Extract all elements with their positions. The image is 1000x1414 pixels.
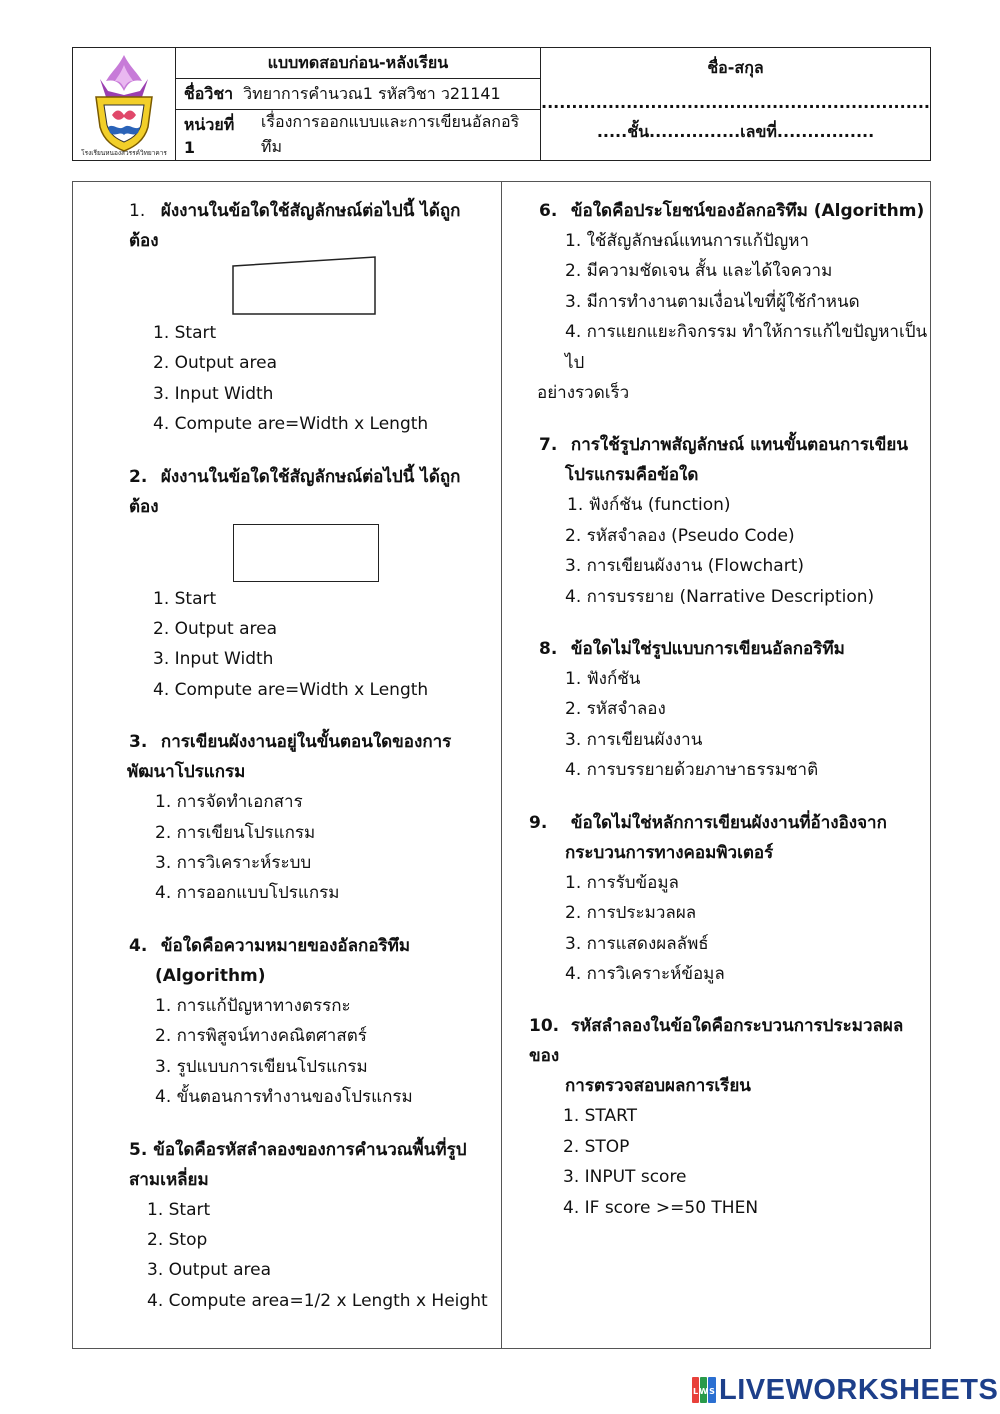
option[interactable]: 3. รูปแบบการเขียนโปรแกรม <box>155 1056 368 1077</box>
question-heading <box>529 430 929 460</box>
svg-text:โรงเรียนหนองสวรรค์วิทยาคาร: โรงเรียนหนองสวรรค์วิทยาคาร <box>81 149 167 157</box>
question-text: การใช้รูปภาพสัญลักษณ์ แทนขั้นตอนการเขียน <box>570 435 908 456</box>
question-text: ข้อใดคือความหมายของอัลกอริทึม <box>160 935 411 956</box>
option[interactable]: 2. การเขียนโปรแกรม <box>155 822 316 843</box>
option[interactable]: 1. ฟังก์ชัน (function) <box>567 495 731 516</box>
liveworksheets-wordmark: LIVEWORKSHEETS <box>719 1373 999 1406</box>
question-number: 7. <box>539 435 558 456</box>
option[interactable]: 1. Start <box>153 588 217 609</box>
question-number: 4. <box>129 935 148 956</box>
option[interactable]: 3. Output area <box>147 1260 271 1281</box>
option[interactable]: 1. การแก้ปัญหาทางตรรกะ <box>155 995 351 1016</box>
exam-info-cell <box>176 48 541 160</box>
question-heading <box>129 196 489 256</box>
unit-label: หน่วยที่ 1 <box>183 115 235 157</box>
question-number: 2. <box>129 466 148 487</box>
question-number: 6. <box>539 201 558 221</box>
question-heading <box>129 727 489 757</box>
option[interactable]: 2. การพิสูจน์ทางคณิตศาสตร์ <box>155 1026 367 1047</box>
svg-text:W: W <box>699 1387 708 1396</box>
question-text: รหัสลำลองในข้อใดคือกระบวนการประมวลผลของ <box>529 1016 904 1067</box>
option[interactable]: 4. Compute area=1/2 x Length x Height <box>147 1290 488 1311</box>
process-symbol <box>233 524 379 582</box>
column-divider <box>501 182 502 1348</box>
option[interactable]: 2. รหัสจำลอง <box>565 699 666 720</box>
option[interactable]: 4. Compute are=Width x Length <box>153 679 429 700</box>
question-text: ข้อใดคือประโยชน์ของอัลกอริทึม (Algorithm) <box>570 201 925 221</box>
question-3 <box>129 727 489 909</box>
option[interactable]: 3. การวิเคราะห์ระบบ <box>155 853 312 874</box>
question-text-continued: พัฒนาโปรแกรม <box>127 762 246 783</box>
question-text-continued: สามเหลี่ยม <box>129 1169 209 1190</box>
question-text: ผังงานในข้อใดใช้สัญลักษณ์ต่อไปนี้ ได้ถูกต้อง <box>129 466 461 517</box>
question-number: 3. <box>129 732 148 753</box>
option[interactable]: 1. การรับข้อมูล <box>565 872 679 893</box>
questions-box <box>72 181 931 1349</box>
question-text-continued: การตรวจสอบผลการเรียน <box>565 1076 751 1097</box>
unit-row <box>176 110 540 160</box>
option[interactable]: 4. การบรรยาย (Narrative Description) <box>565 586 875 607</box>
subject-value: วิทยาการคำนวณ1 รหัสวิชา ว21141 <box>243 83 501 103</box>
option[interactable]: 3. การแสดงผลลัพธ์ <box>565 933 709 954</box>
subject-label: ชื่อวิชา <box>183 83 234 103</box>
question-heading <box>529 634 929 664</box>
header-table <box>72 47 931 161</box>
option[interactable]: 1. START <box>563 1106 638 1127</box>
option[interactable]: 3. การเขียนผังงาน (Flowchart) <box>565 556 805 577</box>
question-10 <box>529 1011 929 1223</box>
question-8 <box>529 634 929 786</box>
left-column <box>129 196 489 1338</box>
question-heading <box>529 1011 929 1071</box>
option[interactable]: 2. STOP <box>563 1136 630 1157</box>
manual-input-symbol <box>229 256 379 318</box>
question-5 <box>129 1135 489 1317</box>
svg-text:L: L <box>692 1387 699 1396</box>
student-info-cell <box>541 48 930 160</box>
question-heading <box>129 462 489 522</box>
class-number-field[interactable]: .....ชั้น...............เลขที่................ <box>596 122 875 141</box>
question-number: 5. <box>129 1139 148 1160</box>
question-1 <box>129 196 489 440</box>
option[interactable]: 4. การแยกแยะกิจกรรม ทำให้การแก้ไขปัญหาเป็นไป <box>565 322 928 373</box>
option[interactable]: 4. ขั้นตอนการทำงานของโปรแกรม <box>155 1087 413 1108</box>
name-title: ชื่อ-สกุล <box>707 58 764 77</box>
question-7 <box>529 430 929 612</box>
question-number: 8. <box>539 639 558 660</box>
question-text: ข้อใดไม่ใช่หลักการเขียนผังงานที่อ้างอิงจาก <box>570 812 887 833</box>
option[interactable]: 3. Input Width <box>153 649 274 670</box>
question-text: ข้อใดคือรหัสลำลองของการคำนวณพื้นที่รูป <box>153 1139 467 1160</box>
subject-row <box>176 79 540 110</box>
option[interactable]: 3. มีการทำงานตามเงื่อนไขที่ผู้ใช้กำหนด <box>565 291 860 312</box>
option[interactable]: 3. Input Width <box>153 383 274 404</box>
option[interactable]: 3. การเขียนผังงาน <box>565 729 703 750</box>
svg-text:S: S <box>709 1387 715 1396</box>
question-text: ข้อใดไม่ใช่รูปแบบการเขียนอัลกอริทึม <box>570 639 845 660</box>
question-text-continued: (Algorithm) <box>155 965 266 986</box>
question-number: 10. <box>529 1016 560 1037</box>
option[interactable]: 2. การประมวลผล <box>565 903 697 924</box>
option[interactable]: 2. Output area <box>153 619 277 640</box>
school-logo-cell <box>73 48 176 160</box>
question-6 <box>529 196 929 408</box>
option[interactable]: 1. ฟังก์ชัน <box>565 669 641 690</box>
flowchart-symbol-figure <box>129 256 489 318</box>
school-logo <box>78 51 170 157</box>
option-continued: อย่างรวดเร็ว <box>537 383 630 404</box>
exam-title: แบบทดสอบก่อน-หลังเรียน <box>176 48 540 79</box>
option[interactable]: 2. Output area <box>153 353 277 374</box>
option[interactable]: 1. Start <box>147 1199 211 1220</box>
option[interactable]: 4. การวิเคราะห์ข้อมูล <box>565 963 725 984</box>
flowchart-symbol-figure <box>129 522 489 584</box>
option[interactable]: 1. การจัดทำเอกสาร <box>155 792 303 813</box>
option[interactable]: 4. การบรรยายด้วยภาษาธรรมชาติ <box>565 760 819 781</box>
unit-value: เรื่องการออกแบบและการเขียนอัลกอริทึม <box>260 112 520 156</box>
question-heading <box>129 931 489 961</box>
question-text: ผังงานในข้อใดใช้สัญลักษณ์ต่อไปนี้ ได้ถูกต้อง <box>129 201 461 251</box>
question-number: 9. <box>529 812 548 833</box>
option[interactable]: 1. ใช้สัญลักษณ์แทนการแก้ปัญหา <box>565 231 810 251</box>
question-heading <box>129 1135 489 1165</box>
option[interactable]: 3. INPUT score <box>563 1167 687 1188</box>
option[interactable]: 4. Compute are=Width x Length <box>153 414 429 435</box>
question-heading <box>529 196 929 226</box>
question-heading <box>529 808 929 838</box>
question-text-continued: โปรแกรมคือข้อใด <box>565 465 699 486</box>
option[interactable]: 2. มีความชัดเจน สั้น และได้ใจความ <box>565 261 833 282</box>
liveworksheets-logo[interactable] <box>692 1374 998 1406</box>
question-number: 1. <box>129 201 146 221</box>
option[interactable]: 2. รหัสจำลอง (Pseudo Code) <box>565 525 795 546</box>
question-text-continued: กระบวนการทางคอมพิวเตอร์ <box>565 842 774 863</box>
option[interactable]: 2. Stop <box>147 1229 208 1250</box>
question-text: การเขียนผังงานอยู่ในขั้นตอนใดของการ <box>160 732 452 753</box>
option[interactable]: 4. การออกแบบโปรแกรม <box>155 883 340 904</box>
option[interactable]: 1. Start <box>153 323 217 343</box>
question-2 <box>129 462 489 706</box>
liveworksheets-badge-icon <box>692 1377 716 1403</box>
question-4 <box>129 931 489 1113</box>
right-column <box>529 196 929 1245</box>
question-9 <box>529 808 929 990</box>
name-field[interactable]: ................................................................ <box>541 93 930 112</box>
option[interactable]: 4. IF score >=50 THEN <box>563 1197 759 1218</box>
